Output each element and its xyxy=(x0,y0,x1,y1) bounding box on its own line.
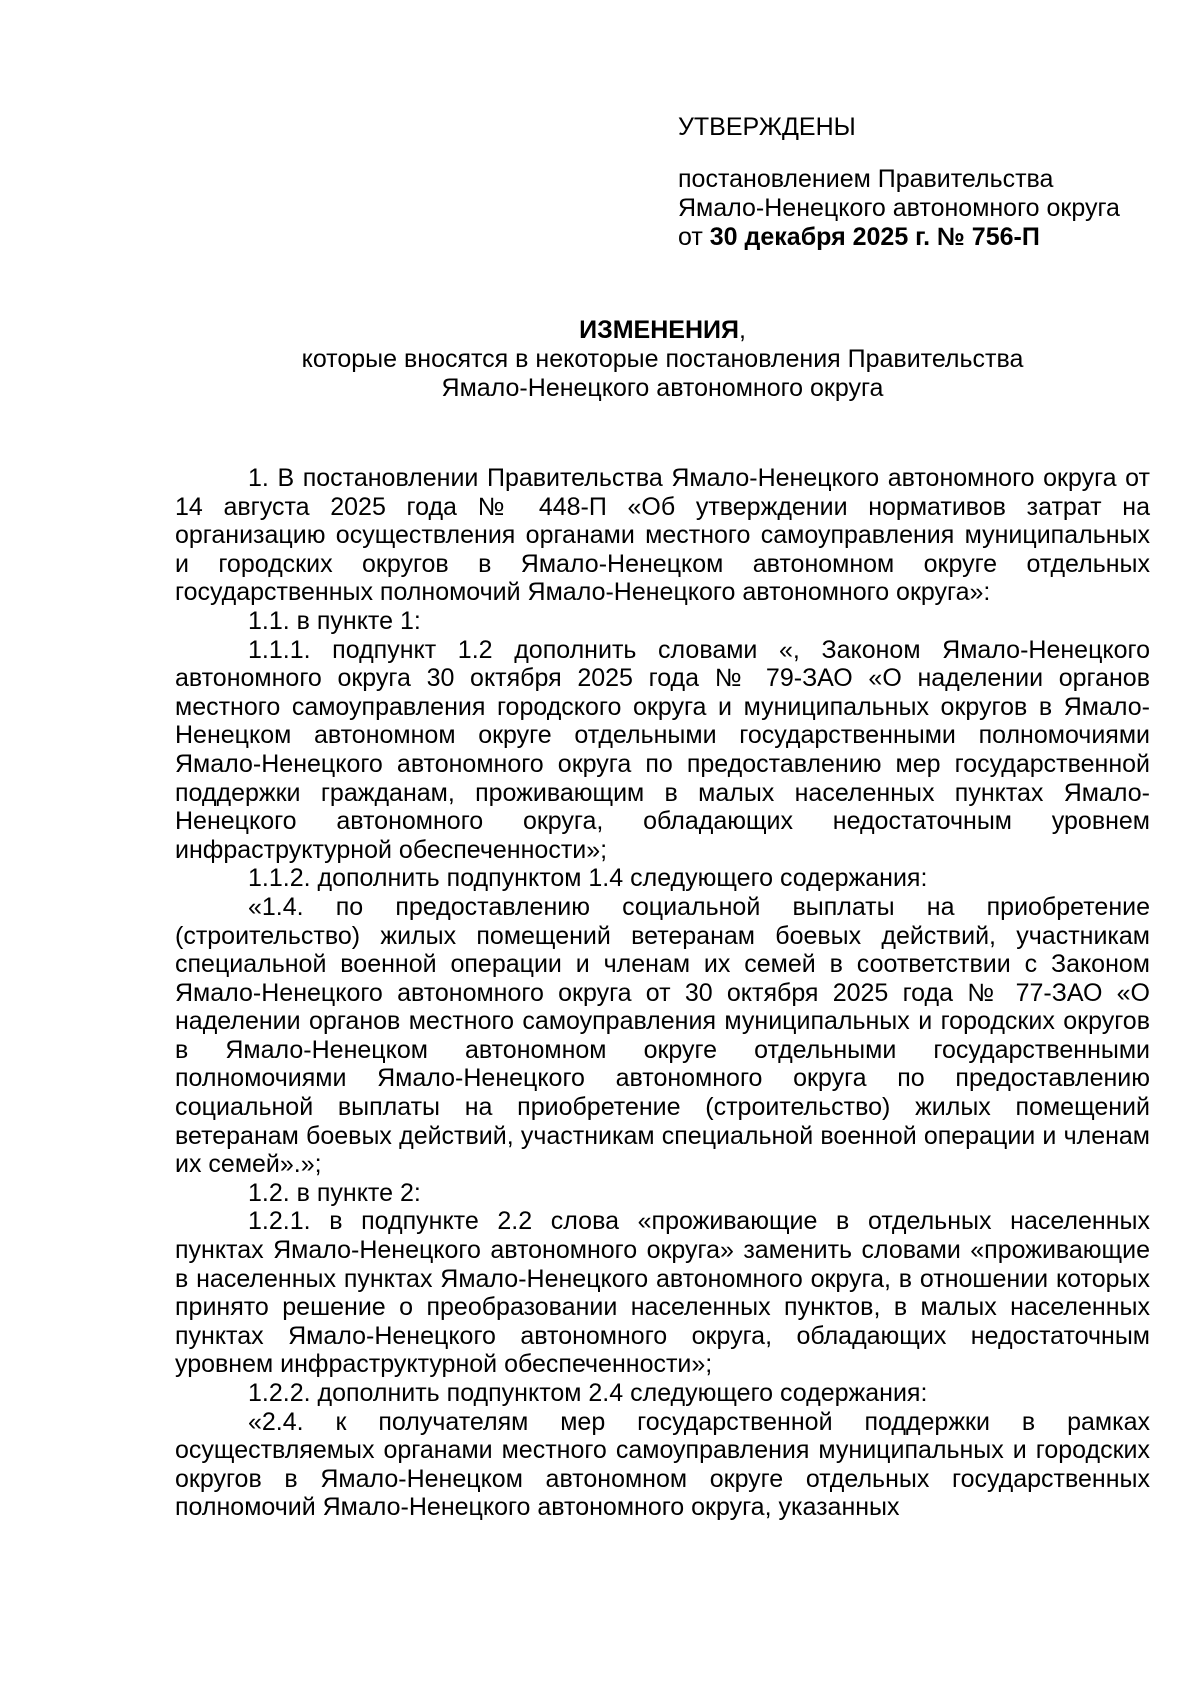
paragraph-1-1: 1.1. в пункте 1: xyxy=(248,606,421,635)
paragraph-1-1-1: 1.1.1. подпункт 1.2 дополнить словами «, Законом Ямало-Ненецкого автономного округа 30 октября 2025 года № 79-ЗАО «О наделении органов местного самоуправления городского округа и муниципальных округов в Ямало-Ненецком автономном округе отдельными государственными полномочиями Ямало-Ненецкого автономного округа по предоставлению мер государственной поддержки гражданам, проживающим в малых населенных пунктах Ямало-Ненецкого автономного округа, обладающих недостаточным уровнем инфраструктурной обеспеченности»; xyxy=(175,635,1150,864)
approval-date-value: 30 декабря 2025 г. № 756-П xyxy=(709,223,1040,251)
approval-stamp: УТВЕРЖДЕНЫ xyxy=(678,113,856,141)
paragraph-1-2-1: 1.2.1. в подпункте 2.2 слова «проживающие в отдельных населенных пунктах Ямало-Ненецкого автономного округа» заменить словами «проживающие в населенных пунктах Ямало-Ненецкого автономного округа, в отношении которых принято решение о преобразовании населенных пунктов, в малых населенных пунктах Ямало-Ненецкого автономного округа, обладающих недостаточным уровнем инфраструктурной обеспеченности»; xyxy=(175,1207,1150,1379)
approval-line-1: постановлением Правительства xyxy=(678,165,1054,193)
paragraph-1-2: 1.2. в пункте 2: xyxy=(248,1178,421,1207)
paragraph-1-2-2: 1.2.2. дополнить подпунктом 2.4 следующего содержания: xyxy=(248,1379,928,1407)
approval-date-prefix: от xyxy=(678,223,703,251)
document-heading xyxy=(175,316,1150,403)
approval-line-2: Ямало-Ненецкого автономного округа xyxy=(678,194,1120,222)
paragraph-2-4-quote: «2.4. к получателям мер государственной поддержки в рамках осуществляемых органами местного самоуправления муниципальных и городских округов в Ямало-Ненецком автономном округе отдельных государственных полномочий Ямало-Ненецкого автономного округа, указанных xyxy=(175,1407,1150,1522)
heading-title-line xyxy=(175,316,1150,345)
paragraph-1-4-quote: «1.4. по предоставлению социальной выплаты на приобретение (строительство) жилых помещений ветеранам боевых действий, участникам специальной военной операции и членам их семей в соответствии с Законом Ямало-Ненецкого автономного округа от 30 октября 2025 года № 77-ЗАО «О наделении органов местного самоуправления муниципальных и городских округов в Ямало-Ненецком автономном округе отдельными государственными полномочиями Ямало-Ненецкого автономного округа по предоставлению социальной выплаты на приобретение (строительство) жилых помещений ветеранам боевых действий, участникам специальной военной операции и членам их семей».»; xyxy=(175,892,1150,1179)
heading-title-suffix: , xyxy=(738,316,746,344)
document-body xyxy=(175,464,1150,1522)
heading-title: ИЗМЕНЕНИЯ xyxy=(579,316,739,344)
approval-block xyxy=(678,113,1158,252)
approval-date-line xyxy=(678,223,1158,252)
paragraph-1: 1. В постановлении Правительства Ямало-Ненецкого автономного округа от 14 августа 2025 года № 448-П «Об утверждении нормативов затрат на организацию осуществления органами местного самоуправления муниципальных и городских округов в Ямало-Ненецком автономном округе отдельных государственных полномочий Ямало-Ненецкого автономного округа»: xyxy=(175,464,1150,607)
heading-line-2: которые вносятся в некоторые постановления Правительства xyxy=(301,345,1024,373)
paragraph-1-1-2: 1.1.2. дополнить подпунктом 1.4 следующего содержания: xyxy=(248,864,928,893)
heading-line-3: Ямало-Ненецкого автономного округа xyxy=(441,374,884,402)
